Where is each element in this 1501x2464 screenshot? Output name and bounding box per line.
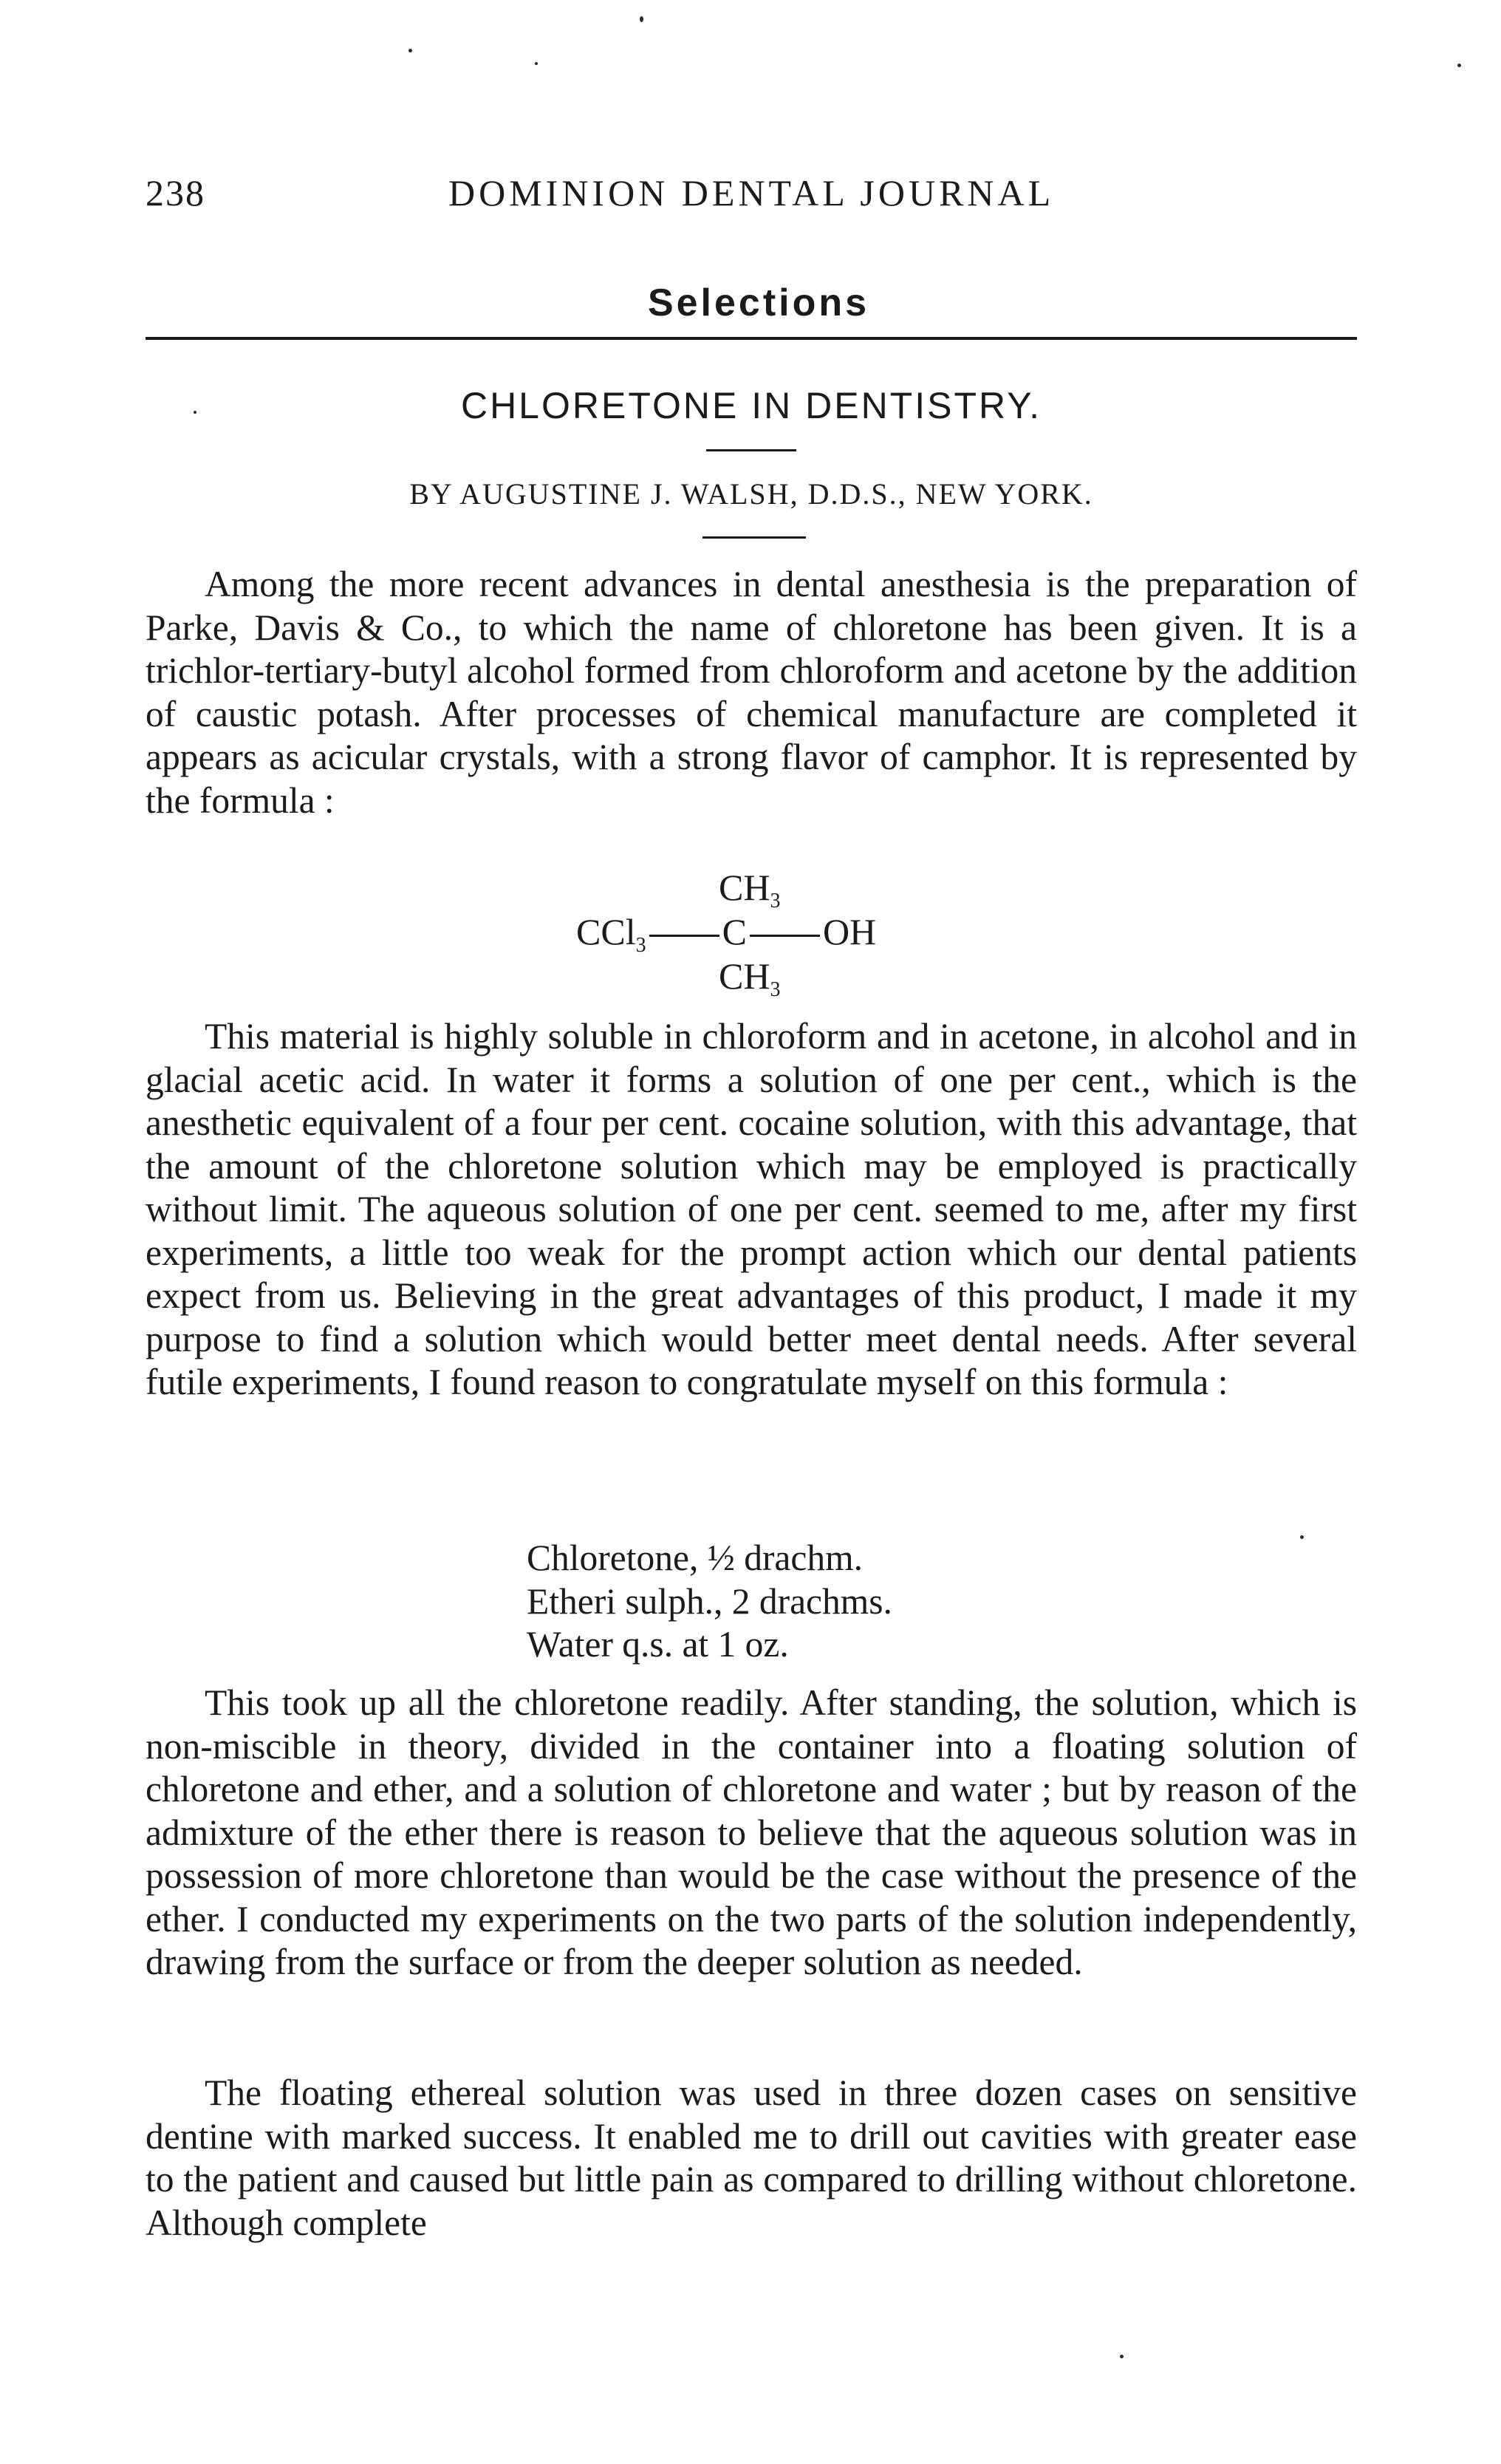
- section-title: Selections: [647, 281, 870, 324]
- journal-title: DOMINION DENTAL JOURNAL: [448, 172, 1055, 214]
- paragraph: The floating ethereal solution was used in three dozen cases on sensitive dentine with marked success. It enabled me to drill out cavities with greater ease to the patient and caused but little pain as compared to drilling without chloretone. Although complete: [146, 2072, 1357, 2243]
- running-head: [146, 171, 1357, 223]
- paragraph-block: [146, 2072, 1357, 2245]
- paragraph-block: [146, 563, 1357, 822]
- scan-speck: [535, 62, 538, 65]
- scan-speck: [408, 49, 412, 52]
- recipe-line: Etheri sulph., 2 drachms.: [527, 1580, 892, 1622]
- formula-middle-row: CCl$_3$ C OH: [576, 911, 877, 957]
- recipe-line: Water q.s. at 1 oz.: [527, 1624, 789, 1665]
- formula-bottom-group: $CH_3$: [719, 955, 781, 1001]
- paragraph: Among the more recent advances in dental anesthesia is the preparation of Parke, Davis & Co., to which the name of chloretone has been given. It is a trichlor-tertiary-butyl alcohol formed from chloroform and acetone by the addition of caustic potash. After processes of chemical manufacture are completed it appears as acicular crystals, with a strong flavor of camphor. It is represented by the formula :: [146, 564, 1357, 821]
- page-number: 238: [146, 172, 205, 214]
- formula-bond: [750, 935, 820, 937]
- title-rule: [706, 449, 796, 451]
- recipe: [527, 1537, 892, 1667]
- scan-speck: [1120, 2355, 1124, 2358]
- byline-rule: [702, 536, 806, 539]
- paragraph: This took up all the chloretone readily. After standing, the solution, which is non-miscible in theory, divided in the container into a floating solution of chloretone and ether, and a solution of chloretone and water ; but by reason of the admixture of the ether there is reason to believe that the aqueous solution was in possession of more chloretone than would be the case without the presence of the ether. I conducted my experiments on the two parts of the solution independently, drawing from the surface or from the deeper solution as needed.: [146, 1682, 1357, 1982]
- paragraph-block: [146, 1682, 1357, 1984]
- paragraph-block: [146, 1015, 1357, 1405]
- scan-speck: [1457, 64, 1461, 67]
- article-title: CHLORETONE IN DENTISTRY.: [460, 385, 1042, 426]
- scan-speck: [1300, 1535, 1304, 1539]
- formula-bond: [649, 935, 719, 937]
- paragraph: This material is highly soluble in chloroform and in acetone, in alcohol and in glacial acetic acid. In water it forms a solution of one per cent., which is the anesthetic equivalent of a four per cent. cocaine solution, with this advantage, that the amount of the chloretone solution which may be employed is practically without limit. The aqueous solution of one per cent. seemed to me, after my first experiments, a little too weak for the prompt action which our dental patients expect from us. Believing in the great advantages of this product, I made it my purpose to find a solution which would better meet dental needs. After several futile experiments, I found reason to congratulate myself on this formula :: [146, 1016, 1357, 1402]
- formula-top-group: $CH_3$: [719, 867, 781, 912]
- recipe-line: Chloretone, ½ drachm.: [527, 1538, 863, 1578]
- byline: BY AUGUSTINE J. WALSH, D.D.S., NEW YORK.: [409, 477, 1093, 511]
- scan-speck: [640, 16, 643, 22]
- section-rule: [146, 337, 1357, 340]
